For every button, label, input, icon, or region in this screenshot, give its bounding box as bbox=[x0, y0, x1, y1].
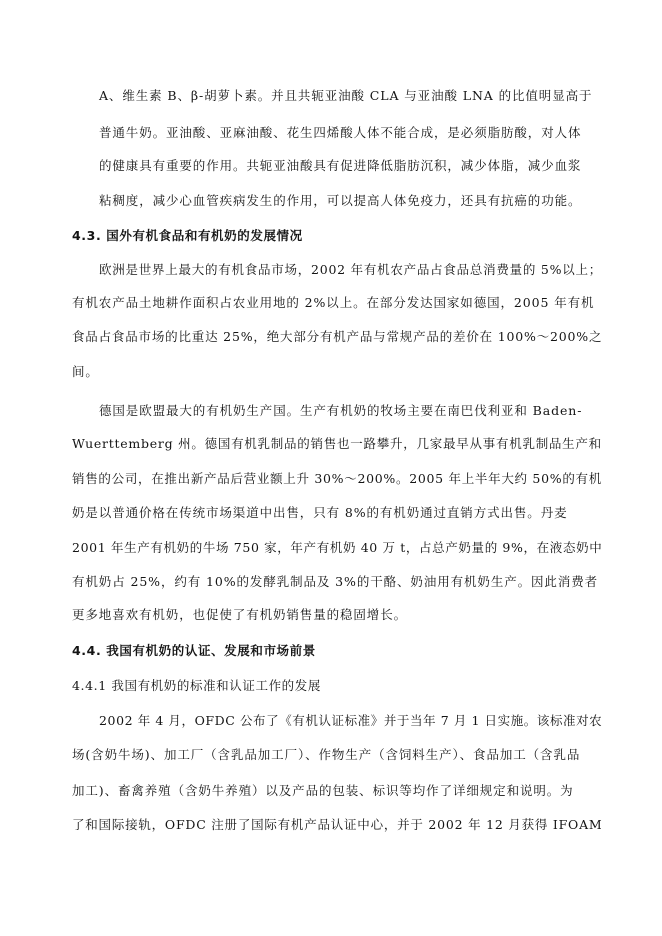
paragraph-line: 销售的公司，在推出新产品后营业额上升 30%～200%。2005 年上半年大约 50%的有机 bbox=[72, 471, 602, 486]
paragraph-line: 普通牛奶。亚油酸、亚麻油酸、花生四烯酸人体不能合成，是必须脂肪酸，对人体 bbox=[99, 125, 582, 140]
section-heading: 4.3. 国外有机食品和有机奶的发展情况 bbox=[72, 228, 303, 243]
paragraph-line: 更多地喜欢有机奶，也促使了有机奶销售量的稳固增长。 bbox=[72, 607, 408, 622]
paragraph-line: 加工)、畜禽养殖（含奶牛养殖）以及产品的包装、标识等均作了详细规定和说明。为 bbox=[72, 783, 574, 798]
paragraph-line: 德国是欧盟最大的有机奶生产国。生产有机奶的牧场主要在南巴伐利亚和 Baden- bbox=[99, 403, 583, 418]
subsection-heading: 4.4.1 我国有机奶的标准和认证工作的发展 bbox=[72, 678, 321, 693]
paragraph-line: 2002 年 4 月，OFDC 公布了《有机认证标准》并于当年 7 月 1 日实施。该标准对农 bbox=[99, 713, 603, 728]
paragraph-line: 2001 年生产有机奶的牛场 750 家，年产有机奶 40 万 t，占总产奶量的 9%，在液态奶中 bbox=[72, 540, 603, 555]
paragraph-line: 欧洲是世界上最大的有机食品市场，2002 年有机农产品占食品总消费量的 5%以上； bbox=[99, 262, 602, 277]
paragraph-line: 奶是以普通价格在传统市场渠道中出售，只有 8%的有机奶通过直销方式出售。丹麦 bbox=[72, 505, 568, 520]
paragraph-line: 的健康具有重要的作用。共轭亚油酸具有促进降低脂肪沉积，减少体脂，减少血浆 bbox=[99, 158, 582, 173]
paragraph-line: 粘稠度，减少心血管疾病发生的作用，可以提高人体免疫力，还具有抗癌的功能。 bbox=[99, 193, 582, 208]
paragraph-line: 场(含奶牛场)、加工厂（含乳品加工厂）、作物生产（含饲料生产）、食品加工（含乳品 bbox=[72, 747, 581, 762]
section-heading: 4.4. 我国有机奶的认证、发展和市场前景 bbox=[72, 643, 316, 658]
paragraph-line: Wuerttemberg 州。德国有机乳制品的销售也一路攀升，几家最早从事有机乳制品生产和 bbox=[72, 436, 602, 451]
paragraph-line: 了和国际接轨，OFDC 注册了国际有机产品认证中心，并于 2002 年 12 月获得 IFOAM bbox=[72, 817, 603, 832]
paragraph-line: 有机奶占 25%，约有 10%的发酵乳制品及 3%的干酪、奶油用有机奶生产。因此消费者 bbox=[72, 574, 599, 589]
paragraph-line: 食品占食品市场的比重达 25%，绝大部分有机产品与常规产品的差价在 100%～200%之 bbox=[72, 329, 603, 344]
paragraph-line: A、维生素 B、β-胡萝卜素。并且共轭亚油酸 CLA 与亚油酸 LNA 的比值明显高于 bbox=[99, 88, 593, 103]
paragraph-line: 间。 bbox=[72, 364, 99, 379]
paragraph-line: 有机农产品土地耕作面积占农业用地的 2%以上。在部分发达国家如德国，2005 年有机 bbox=[72, 295, 595, 310]
